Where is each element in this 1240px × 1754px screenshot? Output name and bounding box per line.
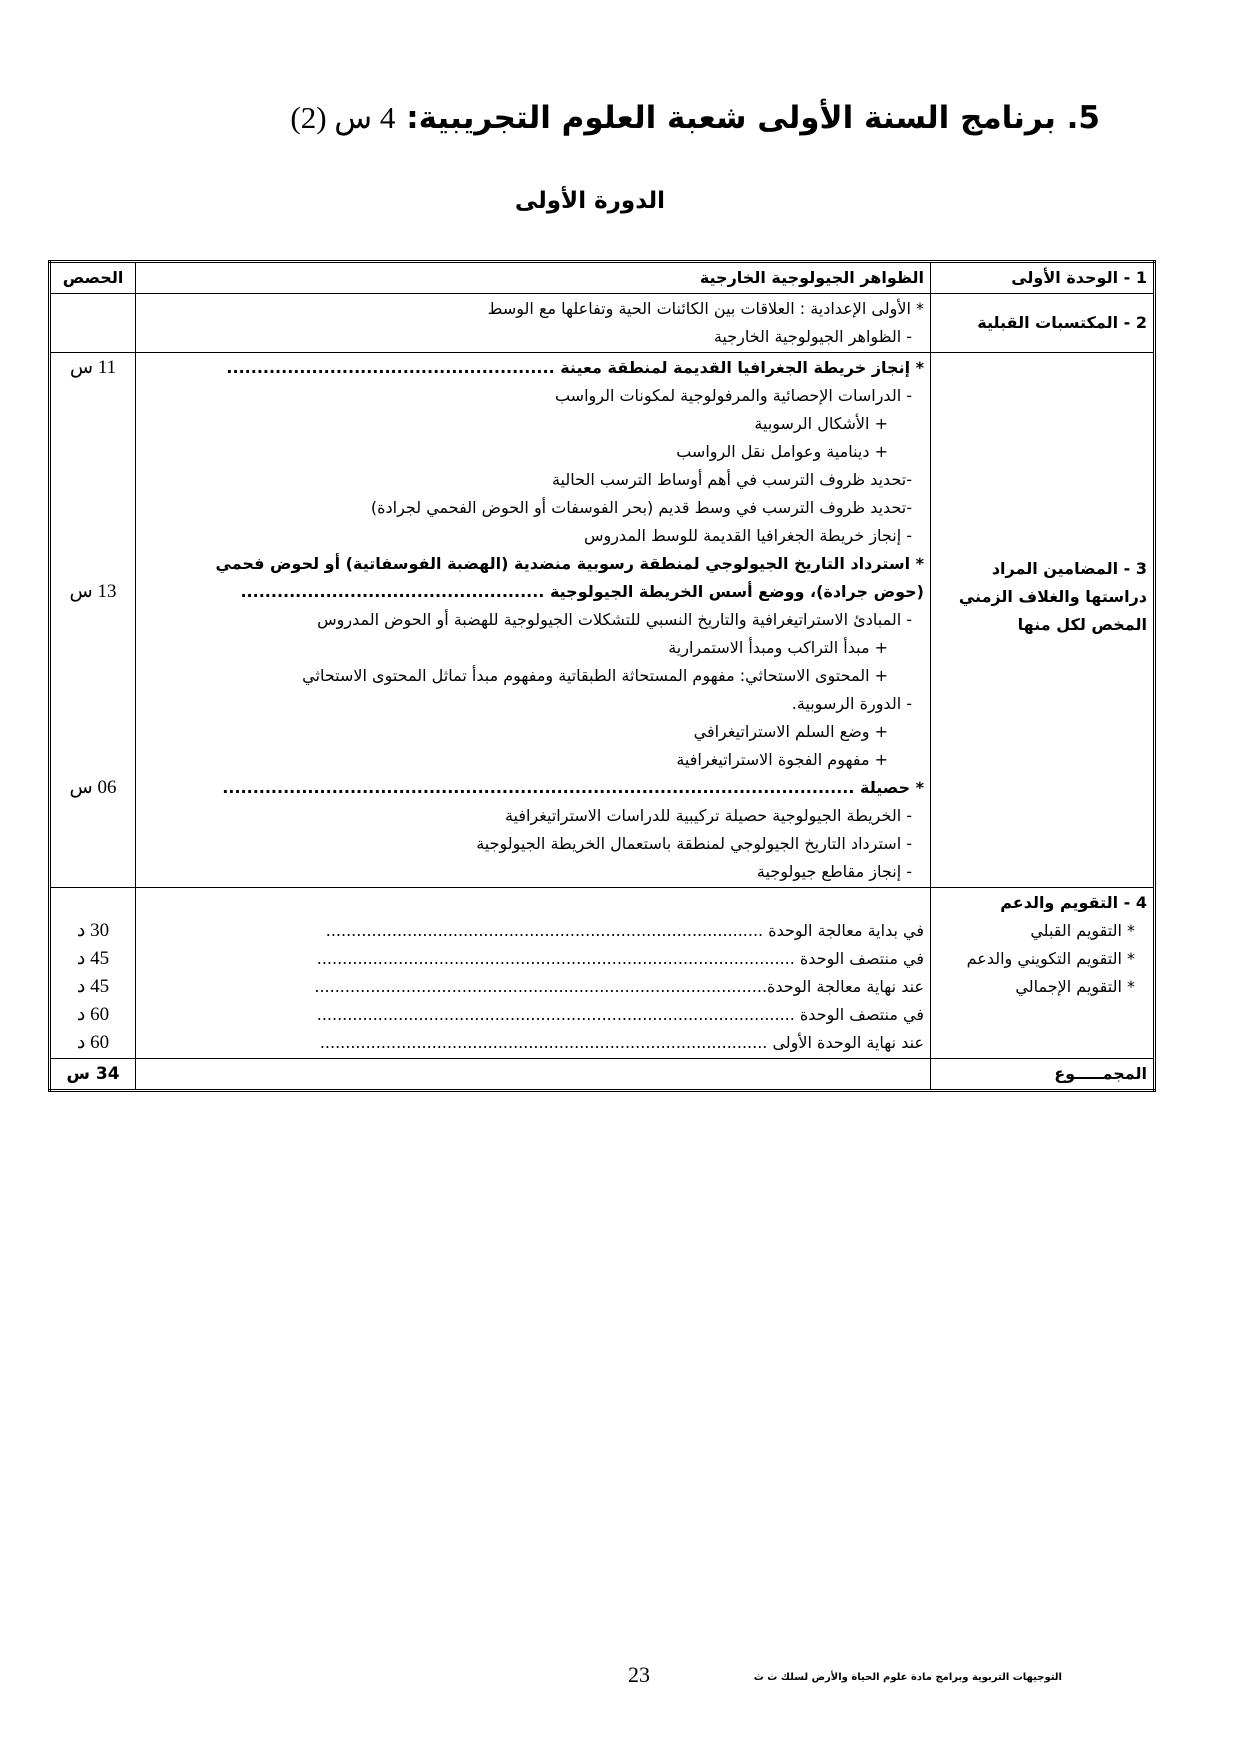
- hours-value: 30 د: [76, 920, 110, 941]
- content-line: + دينامية وعوامل نقل الرواسب: [676, 442, 888, 461]
- content-line: -تحديد ظروف الترسب في أهم أوساط الترسب الحالية: [551, 470, 912, 489]
- page-subtitle: الدورة الأولى: [514, 188, 665, 214]
- evaluation-line: في منتصف الوحدة ..............................................................................................: [316, 949, 924, 968]
- total-row: [50, 1059, 1155, 1091]
- content-line: + مبدأ التراكب ومبدأ الاستمرارية: [668, 638, 888, 657]
- hours-value: [57, 410, 129, 438]
- evaluation-label-line: * التقويم التكويني والدعم: [966, 949, 1135, 968]
- hours-value: [57, 690, 129, 718]
- prereq-row: [50, 294, 1155, 353]
- content-line: + مفهوم الفجوة الاستراتيغرافية: [676, 750, 888, 769]
- page-title: 5. برنامج السنة الأولى شعبة العلوم التجريبية: 4 س (2): [290, 100, 1100, 136]
- content-line: * إنجاز خريطة الجغرافيا القديمة لمنطقة معينة ......................................................: [226, 358, 924, 377]
- hours-value: [57, 718, 129, 746]
- evaluation-line: عند نهاية الوحدة الأولى ........................................................................................: [319, 1033, 924, 1052]
- hours-value: 13 س: [69, 581, 117, 602]
- hours-value: [57, 802, 129, 830]
- prereq-hours: [50, 294, 136, 353]
- table-header-row: [50, 262, 1155, 294]
- unit-title: 1 - الوحدة الأولى: [931, 262, 1155, 294]
- content-line: * حصيلة ........................................................................................................: [222, 778, 924, 797]
- content-line: - استرداد التاريخ الجيولوجي لمنطقة باستعمال الخريطة الجيولوجية: [476, 834, 912, 853]
- footer-caption: التوجيهات التربوية وبرامج مادة علوم الحياة والأرض لسلك ث ث: [753, 1672, 1062, 1683]
- content-label-line: المخص لكل منها: [1017, 615, 1147, 634]
- content-line: - الخريطة الجيولوجية حصيلة تركيبية للدراسات الاستراتيغرافية: [504, 806, 912, 825]
- evaluation-line: [142, 889, 924, 917]
- hours-value: 45 د: [76, 976, 110, 997]
- hours-value: [57, 606, 129, 634]
- hours-value: [57, 746, 129, 774]
- hours-value: [57, 550, 129, 578]
- content-line: + المحتوى الاستحاثي: مفهوم المستحاثة الطبقاتية ومفهوم مبدأ تماثل المحتوى الاستحاثي: [302, 666, 888, 685]
- prereq-line: * الأولى الإعدادية : العلاقات بين الكائنات الحية وتفاعلها مع الوسط: [487, 299, 924, 318]
- content-line: (حوض جرادة)، ووضع أسس الخريطة الجيولوجية ..................................................: [240, 582, 924, 601]
- hours-value: [57, 466, 129, 494]
- content-line: + وضع السلم الاستراتيغرافي: [693, 722, 888, 741]
- total-value: 34 س: [50, 1059, 136, 1091]
- hours-value: 60 د: [76, 1004, 110, 1025]
- content-line: * استرداد التاريخ الجيولوجي لمنطقة رسوبية منضدية (الهضبة الفوسفاتية) أو لحوض فحمي: [215, 554, 924, 573]
- content-hours: [50, 353, 136, 888]
- evaluation-label-line: 4 - التقويم والدعم: [1000, 893, 1147, 912]
- total-spacer: [136, 1059, 931, 1091]
- hours-value: [57, 494, 129, 522]
- hours-value: [57, 830, 129, 858]
- total-label: المجمـــــوع: [931, 1059, 1155, 1091]
- content-row: [50, 353, 1155, 888]
- hours-value: [57, 858, 129, 886]
- hours-value: [57, 634, 129, 662]
- page-number: 23: [628, 1662, 650, 1687]
- evaluation-line: في منتصف الوحدة ..............................................................................................: [316, 1005, 924, 1024]
- hours-value: 60 د: [76, 1032, 110, 1053]
- hours-value: [57, 662, 129, 690]
- content-label: [931, 353, 1155, 888]
- evaluation-label: [931, 888, 1155, 1059]
- evaluation-line: عند نهاية معالجة الوحدة.........................................................................................: [314, 977, 924, 996]
- sessions-header: الحصص: [50, 262, 136, 294]
- evaluation-label-line: * التقويم القبلي: [1030, 921, 1135, 940]
- content-line: - الدراسات الإحصائية والمرفولوجية لمكونات الرواسب: [554, 386, 912, 405]
- hours-value: [57, 889, 129, 917]
- prereq-content: [136, 294, 931, 353]
- content-line: - الدورة الرسوبية.: [791, 694, 912, 713]
- page-title-hours: 4 س (2): [290, 100, 396, 135]
- evaluation-hours: [50, 888, 136, 1059]
- unit-theme: الظواهر الجيولوجية الخارجية: [136, 262, 931, 294]
- content-lines: [136, 353, 931, 888]
- hours-value: 06 س: [69, 777, 117, 798]
- content-line: + الأشكال الرسوبية: [754, 414, 888, 433]
- content-line: - المبادئ الاستراتيغرافية والتاريخ النسبي للتشكلات الجيولوجية للهضبة أو الحوض المدروس: [317, 610, 912, 629]
- prereq-label: 2 - المكتسبات القبلية: [931, 294, 1155, 353]
- prereq-line: - الظواهر الجيولوجية الخارجية: [713, 327, 912, 346]
- hours-value: [57, 522, 129, 550]
- evaluation-row: [50, 888, 1155, 1059]
- hours-value: [57, 438, 129, 466]
- content-line: - إنجاز مقاطع جيولوجية: [756, 862, 912, 881]
- content-line: - إنجاز خريطة الجغرافيا القديمة للوسط المدروس: [583, 526, 912, 545]
- evaluation-label-line: * التقويم الإجمالي: [1015, 977, 1135, 996]
- program-table: [48, 260, 1156, 1092]
- content-line: -تحديد ظروف الترسب في وسط قديم (بحر الفوسفات أو الحوض الفحمي لجرادة): [370, 498, 912, 517]
- hours-value: 45 د: [76, 948, 110, 969]
- hours-value: [57, 382, 129, 410]
- hours-value: 11 س: [69, 357, 117, 378]
- content-label-line: 3 - المضامين المراد: [991, 559, 1147, 578]
- content-label-line: دراستها والغلاف الزمني: [958, 587, 1147, 606]
- evaluation-line: في بداية معالجة الوحدة ......................................................................................: [325, 921, 924, 940]
- evaluation-lines: [136, 888, 931, 1059]
